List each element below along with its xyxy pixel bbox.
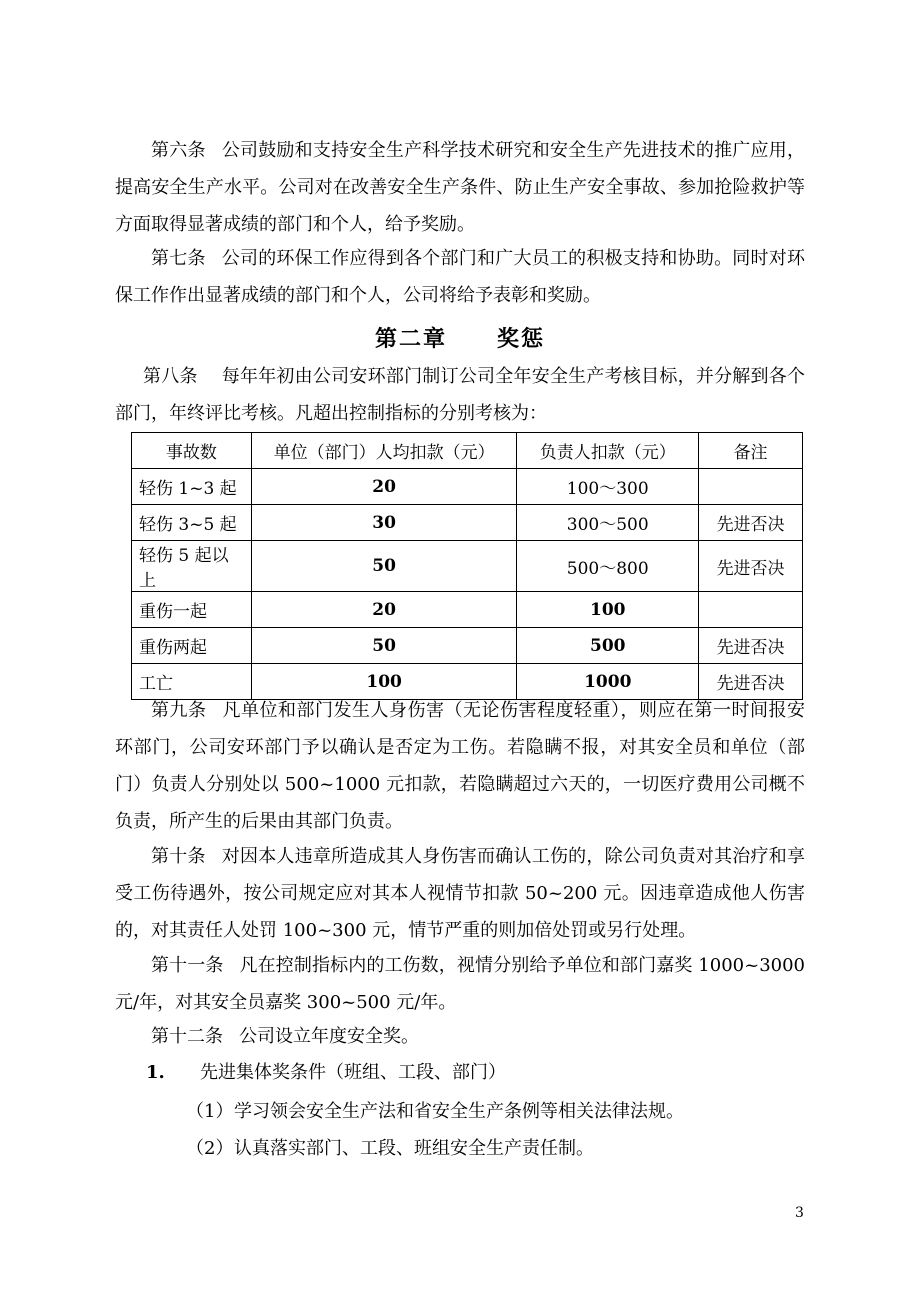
chapter-heading bbox=[0, 322, 920, 353]
cell-leader: 1000 bbox=[517, 664, 699, 700]
cell-unit: 50 bbox=[251, 628, 517, 664]
cell-remark: 先进否决 bbox=[699, 664, 803, 700]
cell-unit: 100 bbox=[251, 664, 517, 700]
subitem-2-text: 认真落实部门、工段、班组安全生产责任制。 bbox=[234, 1138, 594, 1159]
table-row bbox=[132, 541, 803, 592]
table-row bbox=[132, 592, 803, 628]
cell-unit: 20 bbox=[251, 469, 517, 505]
article-8-text: 每年年初由公司安环部门制订公司全年安全生产考核目标，并分解到各个部门，年终评比考核。凡超出控制指标的分别考核为： bbox=[115, 366, 806, 424]
cell-remark: 先进否决 bbox=[699, 541, 803, 592]
article-9 bbox=[115, 692, 805, 840]
page-number: 3 bbox=[795, 1205, 804, 1221]
article-9-text: 凡单位和部门发生人身伤害（无论伤害程度轻重），则应在第一时间报安环部门，公司安环部门予以确认是否定为工伤。若隐瞒不报，对其安全员和单位（部门）负责人分别处以 500~1000 元扣款，若隐瞒超过六天的，一切医疗费用公司概不负责，所产生的后果由其部门负责。 bbox=[115, 700, 805, 832]
chapter-title: 奖惩 bbox=[497, 326, 546, 352]
article-9-label: 第九条 bbox=[151, 700, 207, 721]
article-12-text: 公司设立年度安全奖。 bbox=[239, 1026, 419, 1047]
article-10-text: 对因本人违章所造成其人身伤害而确认工伤的，除公司负责对其治疗和享受工伤待遇外，按公司规定应对其本人视情节扣款 50~200 元。因违章造成他人伤害的，对其责任人处罚 100~300 元，情节严重的则加倍处罚或另行处理。 bbox=[115, 846, 806, 941]
cell-leader: 100～300 bbox=[517, 469, 699, 505]
cell-leader: 500～800 bbox=[517, 541, 699, 592]
article-6 bbox=[115, 132, 805, 243]
header-leader-deduction: 负责人扣款（元） bbox=[517, 433, 699, 469]
cell-unit: 30 bbox=[251, 505, 517, 541]
article-7-text: 公司的环保工作应得到各个部门和广大员工的积极支持和协助。同时对环保工作作出显著成绩的部门和个人，公司将给予表彰和奖励。 bbox=[115, 248, 806, 306]
table-row bbox=[132, 628, 803, 664]
cell-accident: 工亡 bbox=[132, 664, 252, 700]
cell-accident: 轻伤 1~3 起 bbox=[132, 469, 252, 505]
cell-unit: 50 bbox=[251, 541, 517, 592]
article-11-label: 第十一条 bbox=[151, 955, 224, 976]
cell-unit: 20 bbox=[251, 592, 517, 628]
header-accident-count: 事故数 bbox=[132, 433, 252, 469]
table-header-row bbox=[132, 433, 803, 469]
article-10-label: 第十条 bbox=[151, 846, 206, 867]
article-11 bbox=[115, 947, 805, 1021]
header-remarks: 备注 bbox=[699, 433, 803, 469]
article-12 bbox=[115, 1018, 805, 1055]
cell-accident: 重伤一起 bbox=[132, 592, 252, 628]
article-7 bbox=[115, 240, 805, 314]
cell-remark bbox=[699, 592, 803, 628]
cell-leader: 100 bbox=[517, 592, 699, 628]
article-11-text: 凡在控制指标内的工伤数，视情分别给予单位和部门嘉奖 1000~3000 元/年，对其安全员嘉奖 300~500 元/年。 bbox=[115, 955, 806, 1013]
article-6-text: 公司鼓励和支持安全生产科学技术研究和安全生产先进技术的推广应用，提高安全生产水平。公司对在改善安全生产条件、防止生产安全事故、参加抢险救护等方面取得显著成绩的部门和个人，给予奖励。 bbox=[115, 140, 806, 235]
penalty-table bbox=[131, 432, 803, 700]
table-row bbox=[132, 469, 803, 505]
cell-accident: 轻伤 5 起以上 bbox=[132, 541, 252, 592]
cell-leader: 500 bbox=[517, 628, 699, 664]
subitem-1-number: （1） bbox=[186, 1101, 234, 1122]
chapter-number: 第二章 bbox=[374, 326, 447, 352]
article-12-label: 第十二条 bbox=[151, 1026, 223, 1047]
table-row bbox=[132, 505, 803, 541]
cell-remark bbox=[699, 469, 803, 505]
article-10 bbox=[115, 838, 805, 949]
cell-remark: 先进否决 bbox=[699, 628, 803, 664]
article-8-label: 第八条 bbox=[143, 366, 198, 387]
article-8 bbox=[115, 358, 805, 432]
cell-leader: 300～500 bbox=[517, 505, 699, 541]
article-6-label: 第六条 bbox=[151, 140, 206, 161]
subitem-1-text: 学习领会安全生产法和省安全生产条例等相关法律法规。 bbox=[234, 1101, 684, 1122]
cell-remark: 先进否决 bbox=[699, 505, 803, 541]
cell-accident: 轻伤 3~5 起 bbox=[132, 505, 252, 541]
subitem-2-number: （2） bbox=[186, 1138, 234, 1159]
header-unit-deduction: 单位（部门）人均扣款（元） bbox=[251, 433, 517, 469]
article-7-label: 第七条 bbox=[151, 248, 206, 269]
item-1-number: 1. bbox=[146, 1062, 165, 1083]
cell-accident: 重伤两起 bbox=[132, 628, 252, 664]
item-1-text: 先进集体奖条件（班组、工段、部门） bbox=[200, 1062, 506, 1083]
